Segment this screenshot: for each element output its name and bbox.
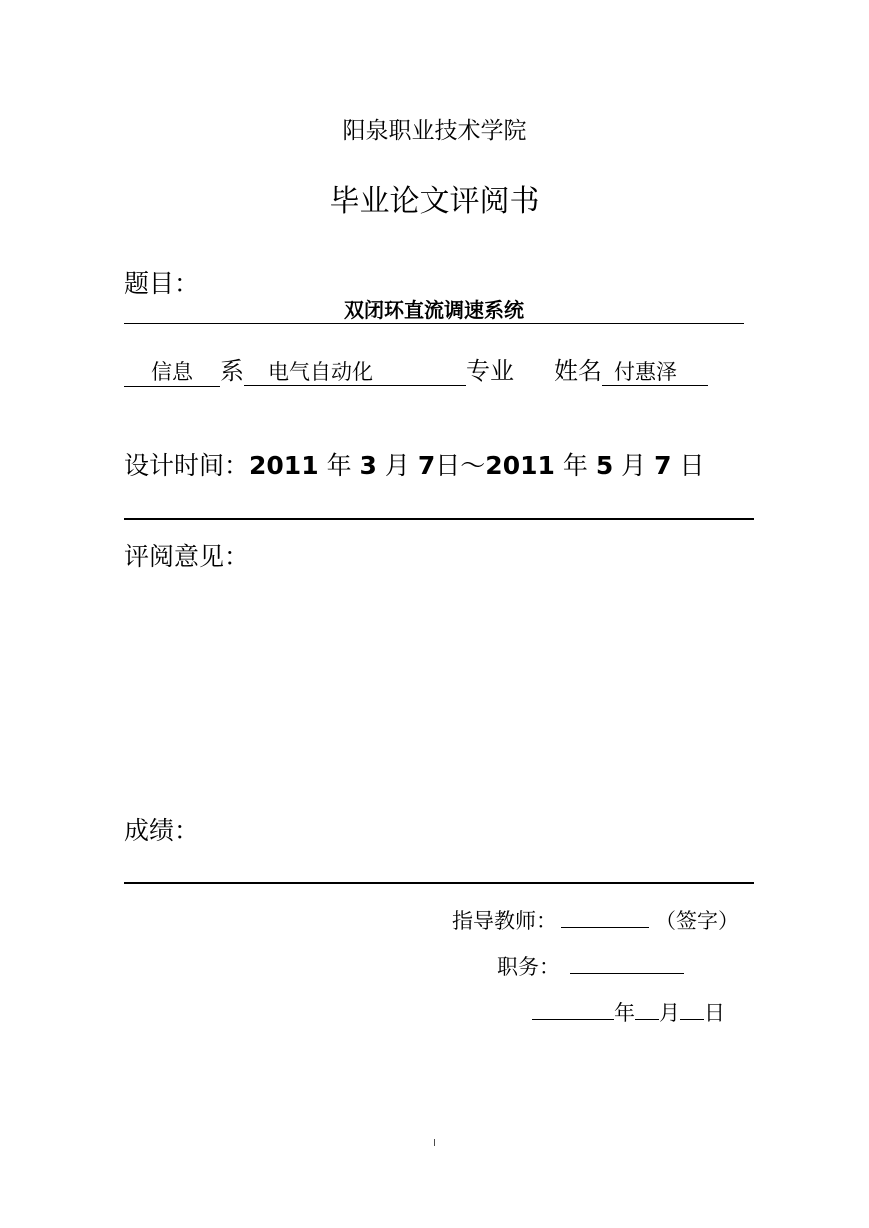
position-line — [570, 951, 684, 974]
advisor-signature-line — [561, 905, 649, 928]
document-title: 毕业论文评阅书 — [329, 184, 540, 219]
end-month: 5 — [595, 451, 614, 480]
month-unit: 月 — [384, 451, 410, 480]
name-label: 姓名 — [554, 357, 602, 385]
start-month: 3 — [359, 451, 377, 480]
major-value: 电气自动化 — [244, 358, 466, 386]
position-row — [497, 951, 684, 981]
divider — [124, 882, 754, 884]
day-unit: 日 — [435, 451, 461, 480]
end-day: 7 — [654, 451, 672, 480]
design-time — [124, 446, 705, 482]
advisor-label: 指导教师： — [452, 909, 557, 933]
grade-label: 成绩： — [124, 816, 200, 845]
department-value: 信息 — [124, 358, 220, 387]
design-time-label: 设计时间： — [124, 451, 250, 480]
review-comments-label: 评阅意见： — [124, 542, 250, 571]
year-unit: 年 — [326, 451, 352, 480]
start-year: 2011 — [249, 451, 319, 480]
day-unit: 日 — [679, 451, 705, 480]
year-label: 年 — [614, 1001, 635, 1025]
name-value: 付惠泽 — [602, 358, 708, 386]
month-blank — [635, 997, 659, 1020]
major-label: 专业 — [466, 357, 514, 385]
student-info-row — [124, 357, 708, 387]
range-separator: ～ — [460, 451, 486, 480]
end-year: 2011 — [485, 451, 555, 480]
topic-label: 题目： — [124, 269, 200, 298]
topic-value: 双闭环直流调速系统 — [124, 298, 744, 324]
position-label: 职务： — [497, 955, 560, 979]
institution-name: 阳泉职业技术学院 — [342, 118, 527, 144]
advisor-signature-row — [452, 905, 739, 935]
year-unit: 年 — [562, 451, 588, 480]
sign-note: （签字） — [655, 909, 739, 933]
month-unit: 月 — [621, 451, 647, 480]
year-blank — [532, 997, 614, 1020]
page-number: I — [433, 1138, 436, 1149]
month-label: 月 — [659, 1001, 680, 1025]
start-day: 7 — [417, 451, 436, 480]
day-blank — [680, 997, 704, 1020]
department-label: 系 — [220, 357, 244, 385]
divider — [124, 518, 754, 520]
date-row — [532, 997, 725, 1027]
day-label: 日 — [704, 1001, 725, 1025]
